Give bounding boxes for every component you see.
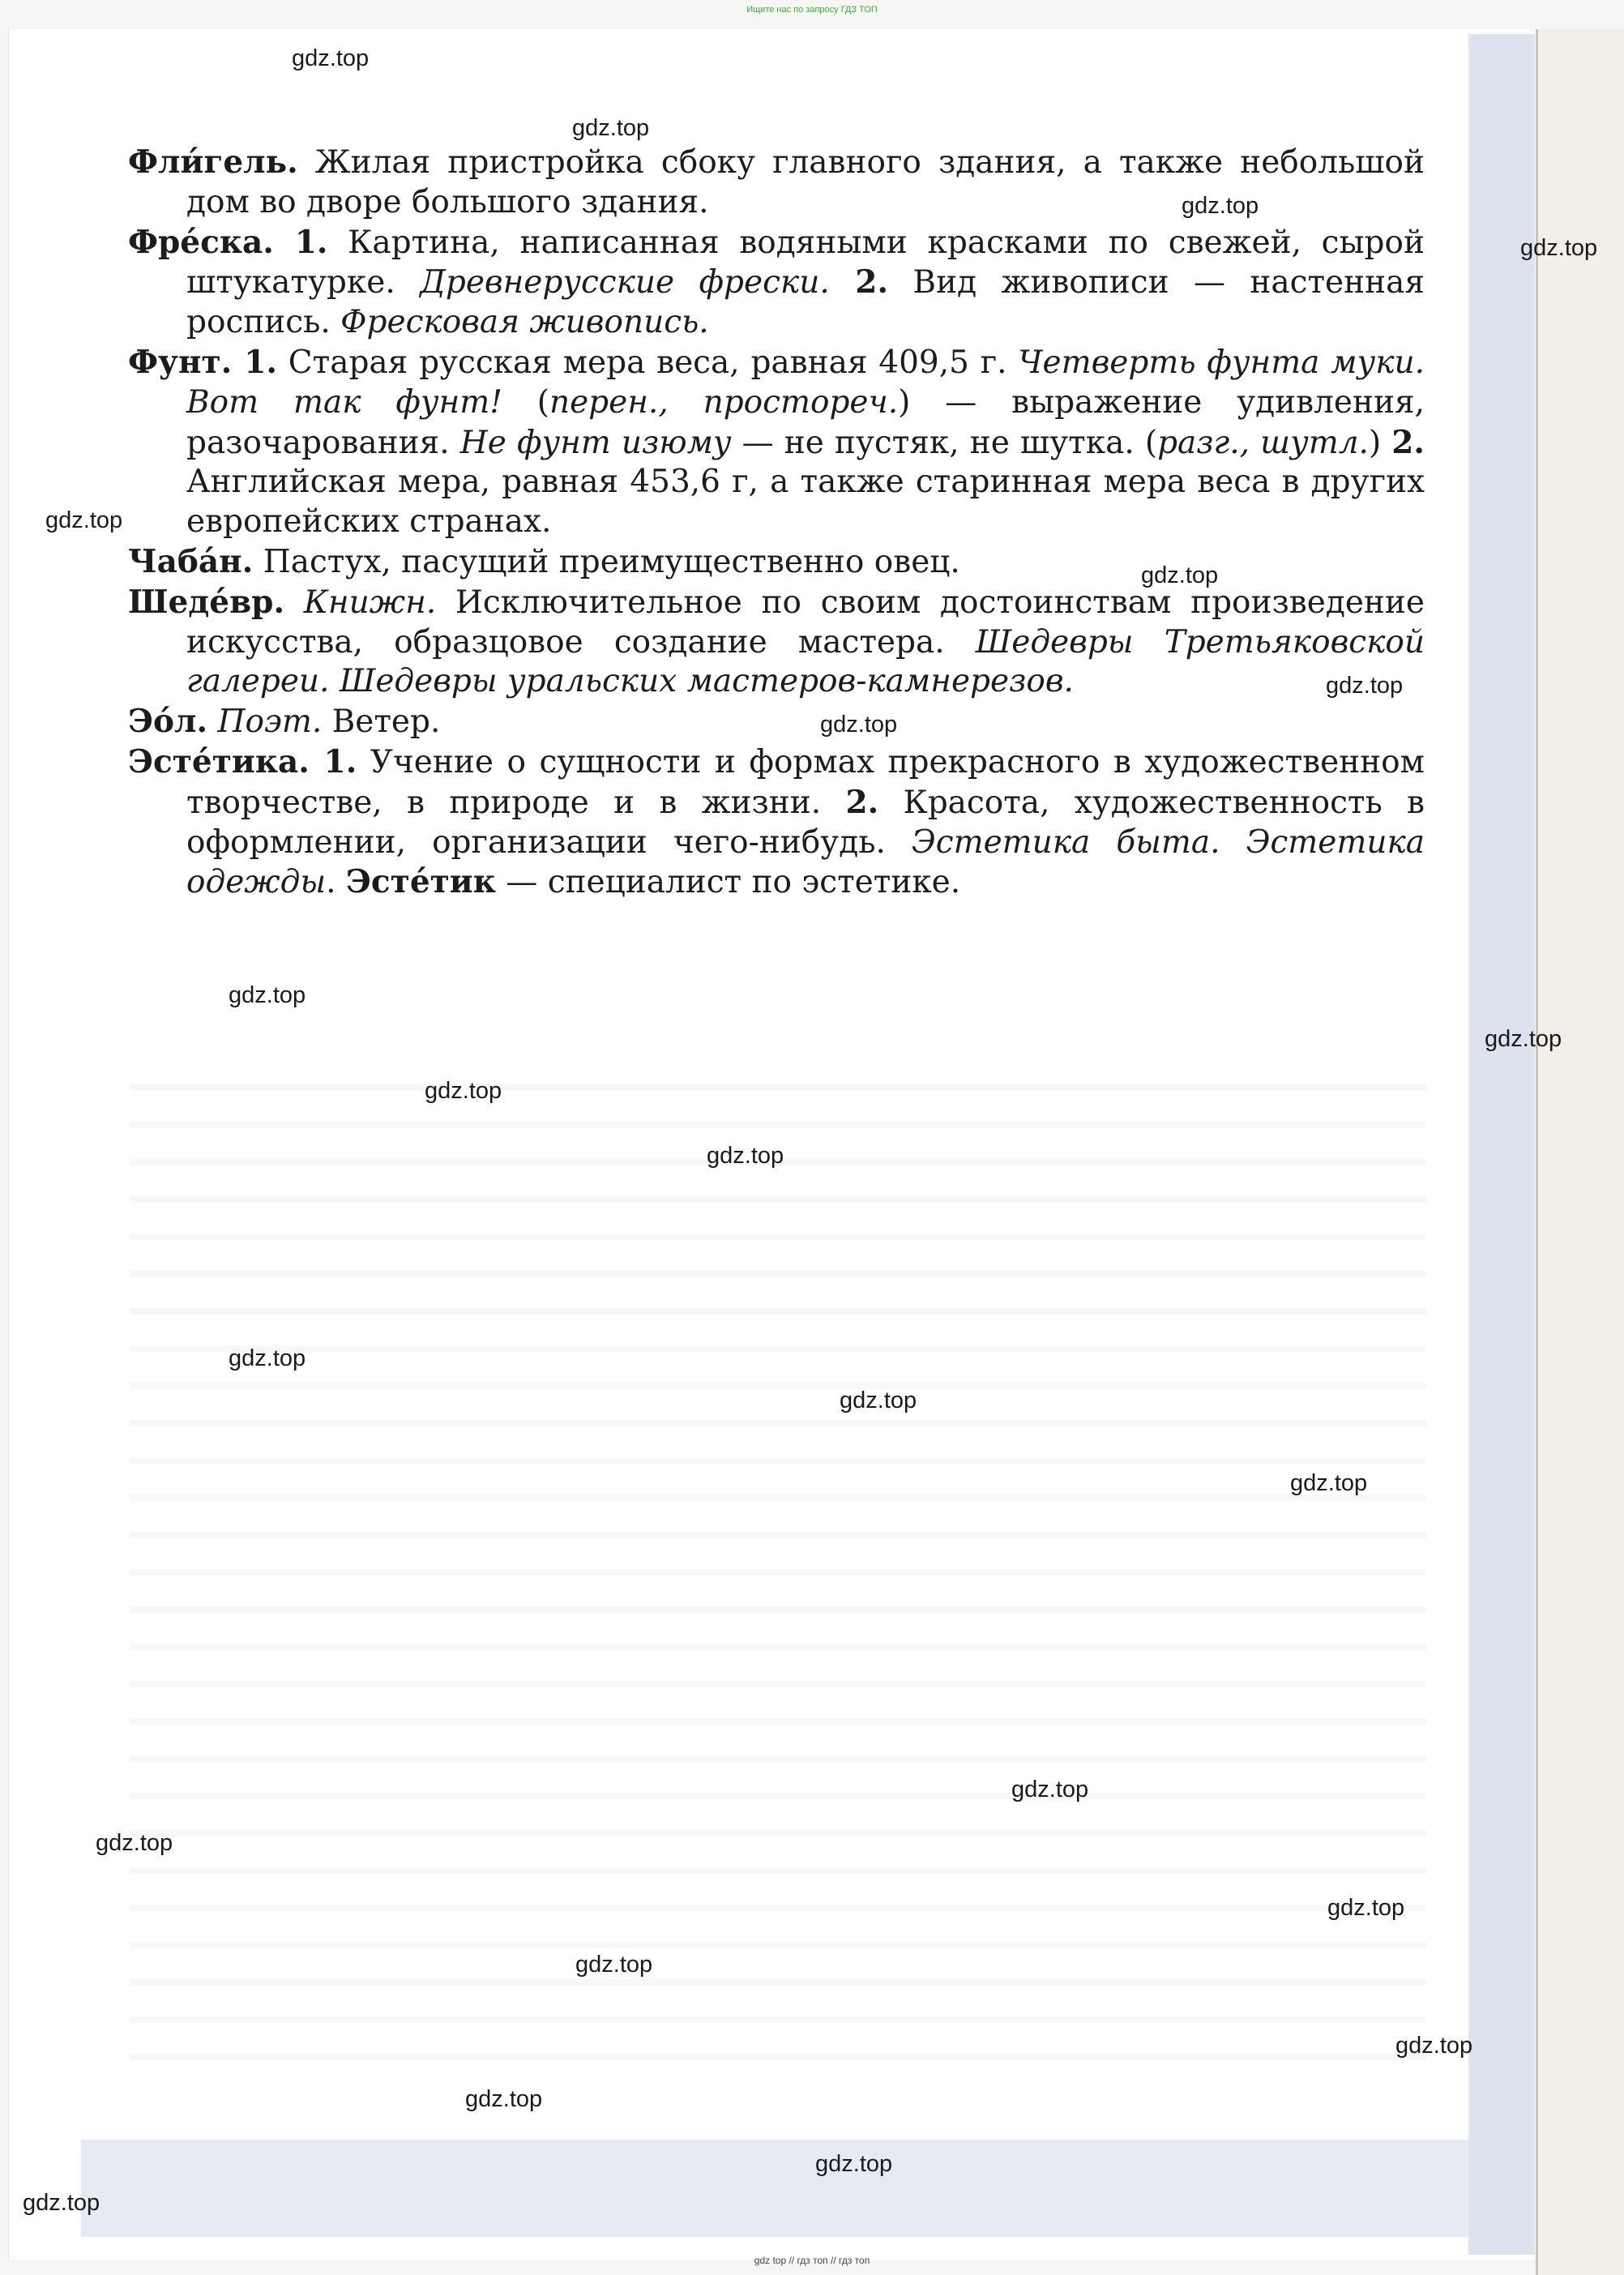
watermark: gdz.top: [1395, 2033, 1473, 2059]
watermark: gdz.top: [1182, 193, 1259, 219]
next-page-edge: [1536, 29, 1624, 2275]
watermark: gdz.top: [96, 1830, 173, 1856]
usage-example: Эстетика быта. Эстетика одежды: [186, 823, 1425, 901]
entry-term: Эсте́тика.: [128, 742, 310, 780]
entry-definition: Ветер.: [322, 703, 441, 741]
entry-definition: ): [1368, 424, 1392, 461]
entry-definition: Учение о сущности и формах прекрасного в художественном творчестве, в природе и в жизни.: [186, 743, 1425, 821]
entry-funt: [128, 343, 1425, 542]
usage-example: Древнерусские фрески.: [420, 264, 830, 301]
entry-term: Эо́л.: [128, 703, 208, 741]
usage-example: Не фунт изюму: [459, 424, 732, 461]
watermark: gdz.top: [820, 712, 898, 738]
watermark: gdz.top: [815, 2151, 893, 2177]
watermark: gdz.top: [1290, 1470, 1368, 1496]
watermark: gdz.top: [229, 1345, 306, 1371]
watermark: gdz.top: [1520, 235, 1598, 261]
watermark: gdz.top: [1011, 1777, 1089, 1802]
page-bottom-band: [81, 2140, 1468, 2237]
usage-example: Четверть фунта муки. Вот так фунт!: [186, 344, 1425, 421]
entry-definition: Пастух, пасущий преимущественно овец.: [253, 543, 960, 580]
sense-number: 1.: [273, 223, 328, 261]
show-through-text: [130, 1054, 1426, 2083]
entry-term: Фунт.: [128, 343, 233, 381]
usage-label: Книжн.: [284, 584, 437, 621]
entry-freska: [128, 223, 1425, 343]
sense-number: 1.: [309, 742, 357, 780]
entry-term: Чаба́н.: [128, 542, 254, 580]
entry-definition: .: [326, 864, 346, 901]
entry-definition: ) — выражение удивления, разочарования.: [186, 383, 1425, 461]
watermark: gdz.top: [23, 2190, 100, 2216]
watermark: gdz.top: [292, 45, 370, 71]
watermark: gdz.top: [229, 982, 306, 1008]
usage-example: Фресковая живопись.: [340, 304, 709, 341]
entry-definition: Исключительное по своим достоинствам произведение искусства, образцовое создание мастера.: [186, 584, 1425, 661]
entry-definition: Вид живописи — настенная роспись.: [186, 264, 1425, 341]
top-banner: Ищите нас по запросу ГДЗ ТОП: [746, 5, 878, 15]
entry-definition: — специалист по эстетике.: [495, 864, 961, 901]
watermark: gdz.top: [840, 1388, 917, 1413]
watermark: gdz.top: [1141, 562, 1219, 588]
watermark: gdz.top: [575, 1952, 653, 1978]
entry-term: Фре́ска.: [128, 223, 274, 261]
usage-label: перен., простореч.: [549, 383, 899, 421]
entry-definition: Картина, написанная водяными красками по свежей, сырой штукатурке.: [186, 224, 1425, 301]
watermark: gdz.top: [45, 507, 123, 533]
entry-definition: Красота, художественность в оформлении, организации чего-нибудь.: [186, 784, 1425, 861]
page-margin-strip: [1468, 34, 1535, 2255]
sense-number: 2.: [845, 783, 879, 821]
watermark: gdz.top: [1485, 1026, 1562, 1052]
derived-term: Эсте́тик: [345, 863, 496, 901]
sense-number: 2.: [829, 263, 889, 301]
watermark: gdz.top: [707, 1143, 784, 1169]
entry-definition: Жилая пристройка сбоку главного здания, а также небольшой дом во дворе большого здания.: [186, 144, 1425, 220]
usage-label: Поэт.: [207, 703, 323, 741]
usage-label: разг., шутл.: [1157, 424, 1369, 461]
entry-definition: Старая русская мера веса, равная 409,5 г.: [276, 344, 1019, 381]
dictionary-entries: [128, 143, 1425, 903]
entry-estetika: [128, 742, 1425, 903]
entry-definition: Английская мера, равная 453,6 г, а также старинная мера веса в других европейских странах.: [186, 464, 1425, 541]
entry-chaban: [128, 542, 1425, 583]
entry-term: Фли́гель.: [128, 143, 298, 181]
footer-watermark: gdz top // гдз топ // гдз топ: [754, 2255, 870, 2266]
entry-term: Шеде́вр.: [128, 583, 285, 621]
entry-definition: (: [502, 383, 549, 421]
entry-shedevr: [128, 583, 1425, 702]
entry-eol: [128, 702, 1425, 742]
watermark: gdz.top: [465, 2086, 543, 2112]
watermark: gdz.top: [1327, 1895, 1405, 1921]
entry-definition: — не пустяк, не шутка. (: [731, 424, 1158, 461]
watermark: gdz.top: [572, 115, 650, 141]
watermark: gdz.top: [1326, 673, 1404, 699]
sense-number: 1.: [232, 343, 277, 381]
sense-number: 2.: [1391, 423, 1425, 461]
watermark: gdz.top: [425, 1078, 502, 1104]
usage-example: Шедевры Третьяковской галереи. Шедевры уральских мастеров-камнерезов.: [186, 623, 1425, 700]
